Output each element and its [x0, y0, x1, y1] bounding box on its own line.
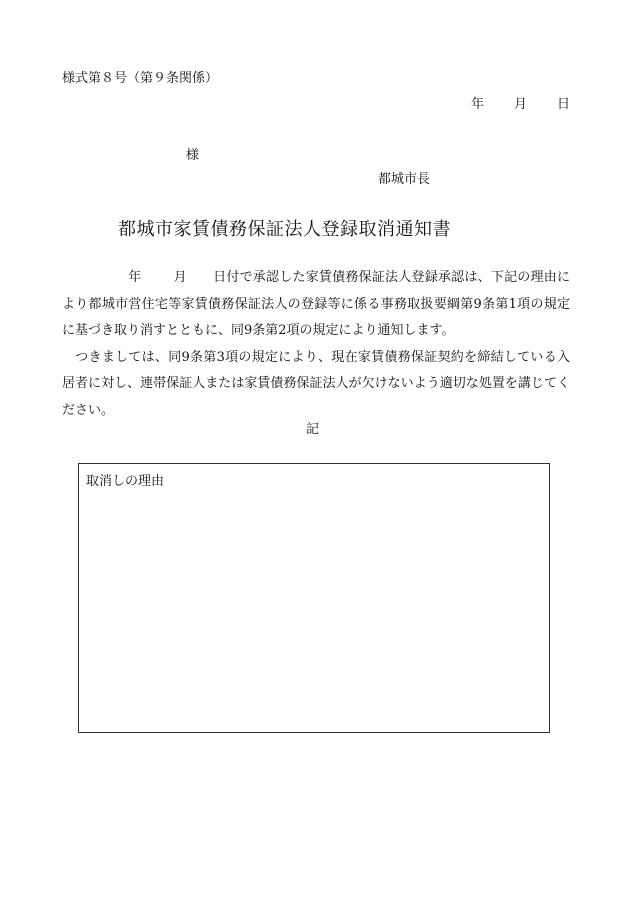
body-paragraph-2-text: つきましては、同9条第3項の規定により、現在家賃債務保証契約を締結している入居者に対し、連帯保証人または家賃債務保証法人が欠けないよう適切な処置を講じてください。	[62, 349, 570, 418]
date-line	[471, 93, 570, 112]
document-title: 都城市家賃債務保証法人登録取消通知書	[118, 219, 451, 240]
reason-label: 取消しの理由	[86, 474, 165, 489]
reason-box	[78, 463, 550, 733]
addressee-honorific: 様	[186, 148, 200, 163]
date-day-label: 日	[556, 97, 570, 112]
body-paragraph-2	[62, 345, 570, 425]
date-year-label: 年	[470, 97, 484, 112]
ki-heading: 記	[306, 422, 320, 437]
body-month-label: 月	[173, 270, 187, 285]
issuer-name: 都城市長	[378, 172, 431, 187]
body-paragraph-1	[62, 265, 570, 345]
form-number: 様式第８号（第９条関係）	[62, 71, 219, 86]
date-month-label: 月	[513, 97, 527, 112]
body-text	[62, 265, 570, 424]
body-paragraph-1-text: 日付で承認した家賃債務保証法人登録承認は、下記の理由により都城市営住宅等家賃債務保証法人の登録等に係る事務取扱要綱第9条第1項の規定に基づき取り消すとともに、同9条第2項の規定により通知します。	[62, 270, 570, 338]
body-year-label: 年	[128, 270, 142, 285]
